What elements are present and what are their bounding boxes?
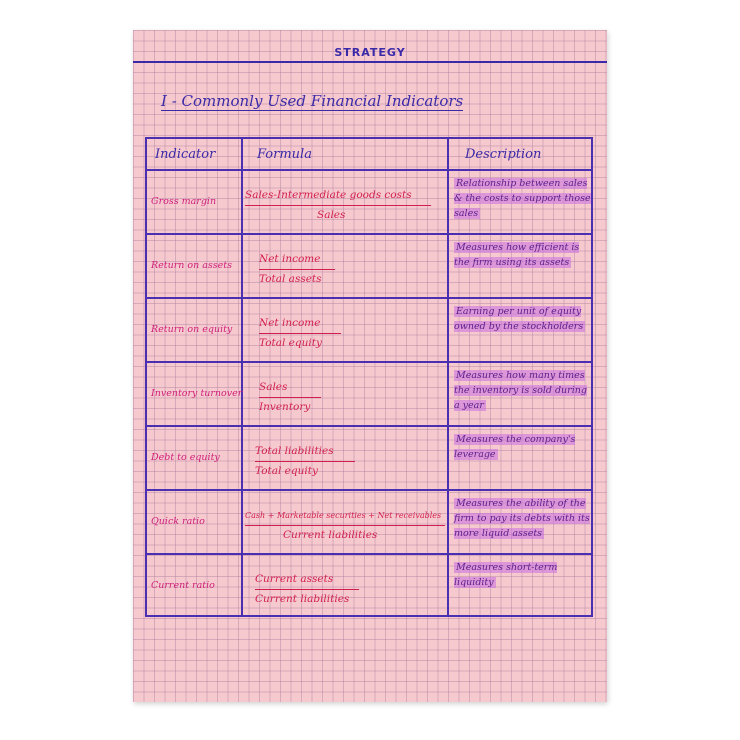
indicator-name: Gross margin — [151, 196, 217, 207]
indicator-name: Return on assets — [151, 260, 232, 271]
table-row — [147, 490, 591, 553]
indicator-name: Debt to equity — [151, 452, 220, 463]
formula-numerator: Sales-Intermediate goods costs — [245, 188, 412, 201]
highlighted-description: Measures the ability of the firm to pay its debts with its more liquid assets — [454, 498, 590, 539]
formula-numerator: Net income — [259, 252, 321, 265]
description-cell — [454, 368, 592, 424]
formula-denominator: Total equity — [255, 464, 318, 477]
table-row — [147, 554, 591, 617]
paper-sheet — [133, 30, 607, 702]
page-title — [133, 46, 607, 63]
description-cell — [454, 496, 592, 552]
header-description: Description — [465, 147, 542, 162]
table-row — [147, 362, 591, 425]
page-subtitle-text: I - Commonly Used Financial Indicators — [161, 92, 464, 110]
fraction-bar — [259, 333, 341, 334]
table-row — [147, 298, 591, 361]
description-cell — [454, 304, 592, 360]
highlighted-description: Measures the company's leverage — [454, 434, 576, 460]
formula-cell — [245, 426, 459, 489]
highlighted-description: Measures short-term liquidity — [454, 562, 558, 588]
table-row — [147, 170, 591, 233]
header-formula: Formula — [257, 147, 312, 162]
page-title-text: STRATEGY — [133, 46, 607, 63]
table-row — [147, 426, 591, 489]
highlighted-description: Relationship between sales & the costs to support those sales — [454, 178, 591, 219]
formula-numerator: Cash + Marketable securities + Net receivables — [245, 510, 442, 520]
indicator-name: Return on equity — [151, 324, 233, 335]
fraction-bar — [255, 589, 359, 590]
highlighted-description: Measures how efficient is the firm using its assets — [454, 242, 580, 268]
formula-denominator: Current liabilities — [255, 592, 350, 605]
formula-cell — [245, 298, 463, 361]
formula-denominator: Inventory — [259, 400, 311, 413]
fraction-bar — [259, 397, 321, 398]
formula-numerator: Net income — [259, 316, 321, 329]
formula-cell — [245, 362, 463, 425]
highlighted-description: Earning per unit of equity owned by the stockholders — [454, 306, 584, 332]
formula-numerator: Current assets — [255, 572, 334, 585]
formula-denominator: Total equity — [259, 336, 322, 349]
formula-cell — [245, 234, 463, 297]
fraction-bar — [259, 269, 335, 270]
formula-denominator: Current liabilities — [283, 528, 378, 541]
page-subtitle — [161, 92, 463, 110]
table-row — [147, 234, 591, 297]
formula-numerator: Sales — [259, 380, 288, 393]
formula-cell — [245, 490, 449, 553]
description-cell — [454, 432, 592, 488]
formula-cell — [245, 170, 449, 233]
highlighted-description: Measures how many times the inventory is sold during a year — [454, 370, 587, 411]
description-cell — [454, 176, 592, 232]
formula-numerator: Total liabilities — [255, 444, 334, 457]
description-cell — [454, 560, 592, 616]
formula-denominator: Total assets — [259, 272, 322, 285]
indicator-name: Current ratio — [151, 580, 215, 591]
indicator-name: Quick ratio — [151, 516, 205, 527]
formula-cell — [245, 554, 459, 617]
fraction-bar — [245, 205, 431, 206]
formula-denominator: Sales — [317, 208, 346, 221]
indicator-name: Inventory turnover — [151, 388, 243, 399]
description-cell — [454, 240, 592, 296]
fraction-bar — [255, 461, 355, 462]
header-indicator: Indicator — [155, 147, 216, 162]
fraction-bar — [245, 525, 445, 526]
indicators-table — [145, 137, 593, 617]
